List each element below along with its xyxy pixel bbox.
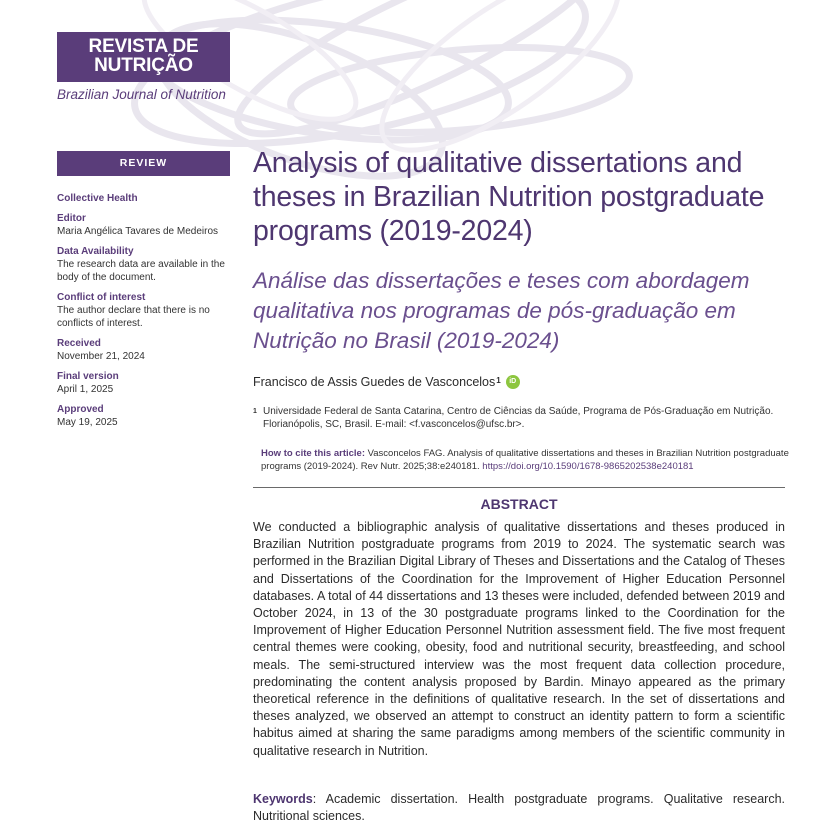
approved-date: May 19, 2025	[57, 417, 118, 428]
abstract-divider	[253, 487, 785, 488]
received-label: Received	[57, 338, 101, 349]
journal-subtitle: Brazilian Journal of Nutrition	[57, 87, 226, 102]
journal-logo	[57, 32, 230, 82]
keywords-label: Keywords	[253, 792, 313, 806]
data-availability-label: Data Availability	[57, 246, 134, 257]
citation-label: How to cite this article:	[261, 448, 365, 459]
citation-text: Vasconcelos FAG. Analysis of qualitative dissertations and theses in Brazilian Nutrition postgraduate programs (2019-2024). Rev Nutr. 2025;38:e240181.	[261, 448, 789, 472]
keywords-text: : Academic dissertation. Health postgraduate programs. Qualitative research. Nutritional sciences.	[253, 792, 785, 824]
article-title-portuguese: Análise das dissertações e teses com abordagem qualitativa nos programas de pós-graduação em Nutrição no Brasil (2019-2024)	[253, 268, 750, 353]
affiliation	[253, 405, 793, 431]
doi-link[interactable]: https://doi.org/10.1590/1678-9865202538e240181	[482, 461, 694, 472]
data-availability-text: The research data are available in the body of the document.	[57, 259, 225, 283]
editor-name: Maria Angélica Tavares de Medeiros	[57, 226, 219, 237]
conflict-text: The author declare that there is no conflicts of interest.	[57, 305, 210, 329]
keywords	[253, 791, 785, 825]
orcid-icon[interactable]: iD	[506, 375, 520, 389]
journal-name-line2: NUTRIÇÃO	[94, 55, 193, 76]
article-title: Analysis of qualitative dissertations and theses in Brazilian Nutrition postgraduate programs (2019-2024)	[253, 147, 765, 247]
final-version-date: April 1, 2025	[57, 384, 114, 395]
author-affiliation-marker: 1	[496, 375, 501, 385]
abstract-heading: ABSTRACT	[480, 496, 558, 512]
affiliation-text: Universidade Federal de Santa Catarina, Centro de Ciências da Saúde, Programa de Pós-Graduação em Nutrição. Florianópolis, SC, Brasil. E-mail: <f.vasconcelos@ufsc.br>.	[263, 406, 774, 430]
article-info-sidebar	[57, 192, 232, 436]
affiliation-number: 1	[253, 408, 257, 415]
section-label: Collective Health	[57, 193, 138, 204]
approved-label: Approved	[57, 404, 104, 415]
final-version-label: Final version	[57, 371, 119, 382]
citation-block	[261, 447, 791, 473]
abstract-text: We conducted a bibliographic analysis of qualitative dissertations and theses produced in Brazilian Nutrition postgraduate programs from 2019 to 2024. The systematic search was performed in the Brazilian Digital Library of Theses and Dissertations and the Catalog of Theses and Dissertations of the Coordination for the Improvement of Higher Education Personnel databases. A total of 44 dissertations and 13 theses were included, defended between 2019 and October 2024, in 13 of the 30 postgraduate programs linked to the Coordination for the Improvement of Higher Education Personnel Nutrition assessment field. The five most frequent central themes were cooking, obesity, food and nutritional security, breastfeeding, and school meals. The semi-structured interview was the most frequent data collection procedure, predominating the content analysis proposed by Bardin. Minayo appeared as the primary theoretical reference in the definitions of qualitative research. In the set of dissertations and theses analyzed, we observed an attempt to construct an identity pattern to form a scientific habitus aimed at sharing the same paradigms among members of the scientific community in qualitative research in Nutrition.	[253, 520, 785, 758]
received-date: November 21, 2024	[57, 351, 145, 362]
editor-label: Editor	[57, 213, 86, 224]
author-name: Francisco de Assis Guedes de Vasconcelos	[253, 375, 496, 389]
author-line	[253, 375, 520, 389]
journal-name-line1: REVISTA DE	[88, 36, 199, 57]
conflict-label: Conflict of interest	[57, 292, 146, 303]
article-type-badge: REVIEW	[57, 151, 230, 176]
